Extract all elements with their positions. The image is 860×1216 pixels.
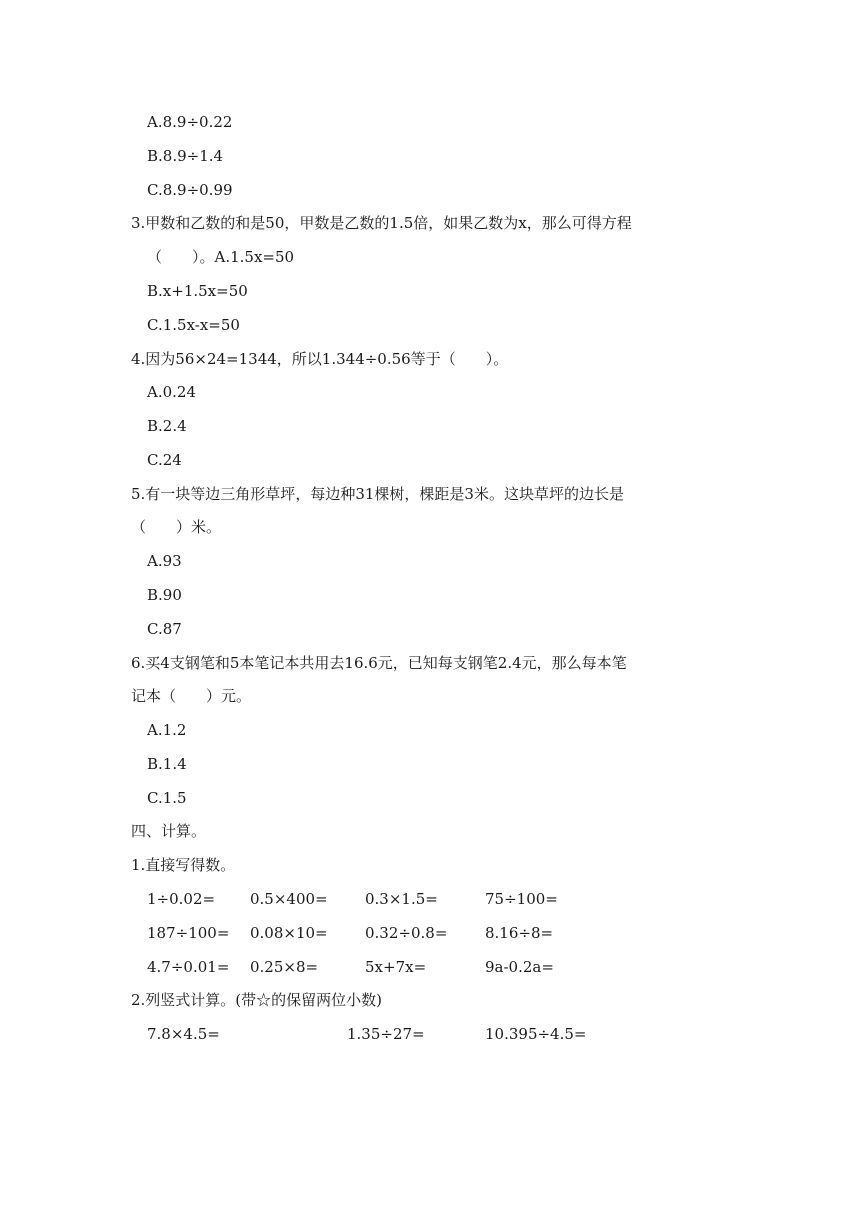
q5-option-a: A.93 [147,552,182,570]
calc-cell: 5x+7x= [365,958,427,976]
q4-option-a: A.0.24 [147,383,196,401]
section-heading: 四、计算。 [131,822,207,840]
q5-option-c: C.87 [147,620,182,638]
q5-option-b: B.90 [147,586,182,604]
q6-option-c: C.1.5 [147,789,187,807]
q5-stem-continued: （ ）米。 [131,518,222,536]
vertical-calc-item: 1.35÷27= [347,1025,425,1043]
q2-option-c: C.8.9÷0.99 [147,181,233,199]
vertical-calc-item: 7.8×4.5= [147,1025,220,1043]
q6-option-a: A.1.2 [147,721,187,739]
q3-stem: 3.甲数和乙数的和是50，甲数是乙数的1.5倍，如果乙数为x，那么可得方程 [131,214,632,232]
q2-option-a: A.8.9÷0.22 [147,113,233,131]
part1-title: 1.直接写得数。 [131,856,236,874]
calc-cell: 8.16÷8= [485,924,554,942]
calc-cell: 75÷100= [485,890,558,908]
part2-title: 2.列竖式计算。(带☆的保留两位小数) [131,991,383,1009]
calc-cell: 0.08×10= [250,924,328,942]
calc-cell: 4.7÷0.01= [147,958,230,976]
q5-stem: 5.有一块等边三角形草坪，每边种31棵树，棵距是3米。这块草坪的边长是 [131,485,624,503]
calc-cell: 0.25×8= [250,958,319,976]
calc-cell: 1÷0.02= [147,890,216,908]
q6-stem-continued: 记本（ ）元。 [131,687,252,705]
q4-option-c: C.24 [147,451,182,469]
q6-stem: 6.买4支钢笔和5本笔记本共用去16.6元，已知每支钢笔2.4元，那么每本笔 [131,654,627,672]
calc-cell: 0.32÷0.8= [365,924,448,942]
q3-stem-continued: （ ）。A.1.5x=50 [147,248,295,266]
calc-cell: 0.5×400= [250,890,328,908]
vertical-calc-item: 10.395÷4.5= [485,1025,587,1043]
q4-option-b: B.2.4 [147,417,187,435]
q3-option-c: C.1.5x-x=50 [147,316,240,334]
calc-cell: 187÷100= [147,924,230,942]
q3-option-b: B.x+1.5x=50 [147,282,248,300]
calc-cell: 0.3×1.5= [365,890,438,908]
calc-cell: 9a-0.2a= [485,958,554,976]
q4-stem: 4.因为56×24=1344，所以1.344÷0.56等于（ ）。 [131,350,509,368]
q2-option-b: B.8.9÷1.4 [147,147,224,165]
q6-option-b: B.1.4 [147,755,187,773]
